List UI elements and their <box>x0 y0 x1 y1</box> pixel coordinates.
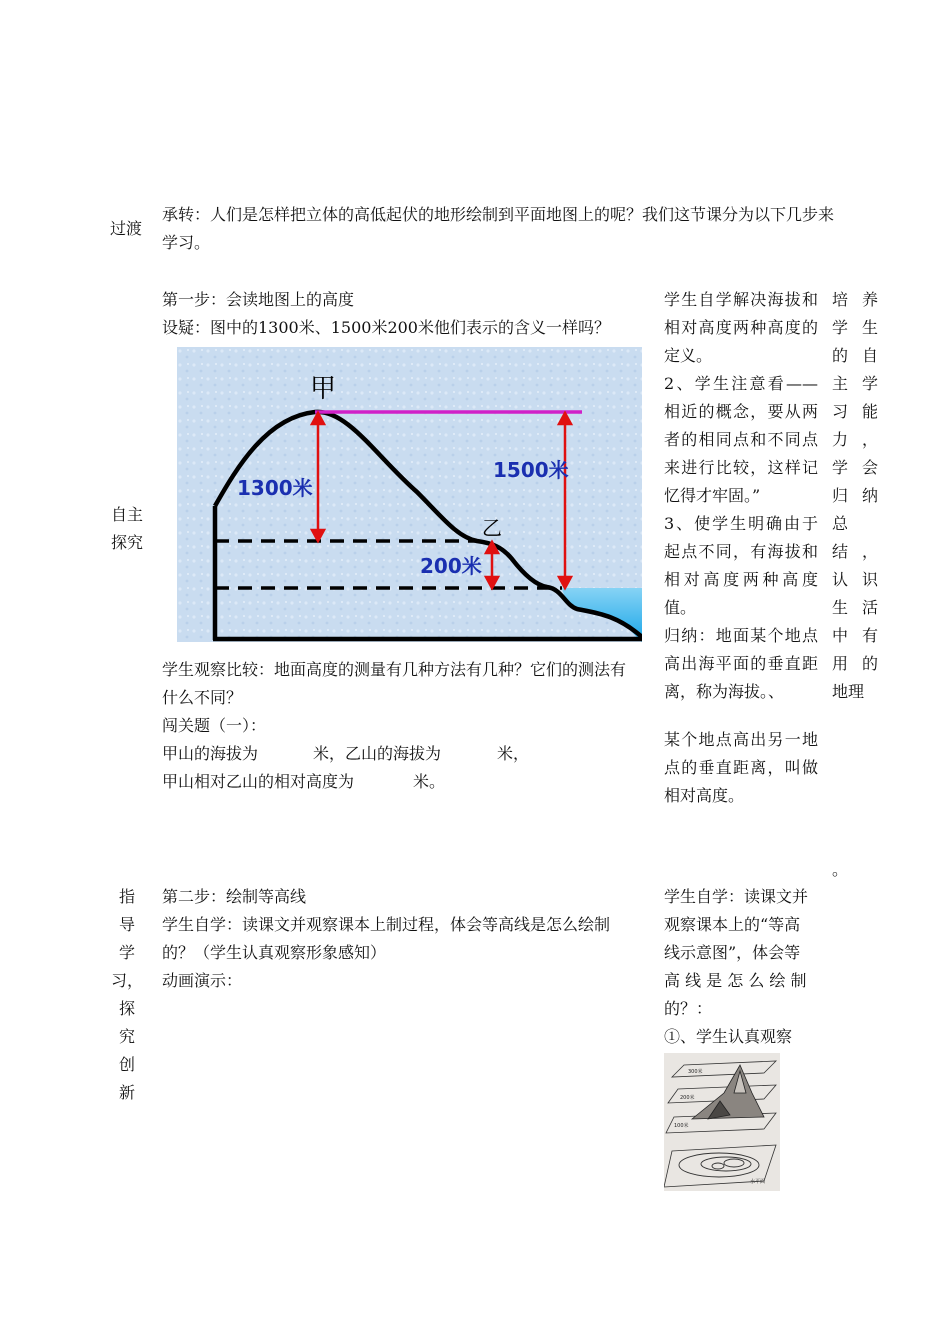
saddle-label: 乙 <box>482 516 502 540</box>
row-label-guide: 指 导 学 习， 探 究 创 新 <box>110 887 143 1102</box>
contour-image-bg <box>664 1053 780 1191</box>
step1-question: 设疑：图中的1300米、1500米200米他们表示的含义一样吗？ <box>162 318 610 337</box>
animation-label: 动画演示： <box>162 971 243 990</box>
guide-student-line4: 高 线 是 怎 么 绘 制 <box>664 971 807 990</box>
stray-period: 。 <box>832 860 849 879</box>
transition-text-line2: 学习。 <box>162 233 211 252</box>
guide-student-line3: 线示意图”，体会等 <box>664 943 801 962</box>
quiz-line1-b: 米，乙山的海拔为 <box>313 744 442 763</box>
guide-student-line6: ①、学生认真观察 <box>664 1027 793 1046</box>
row-label-explore: 自主 探究 <box>110 505 143 552</box>
step2-text-line2: 的？（学生认真观察形象感知） <box>162 943 387 962</box>
quiz-line1-a: 甲山的海拔为 <box>162 744 259 763</box>
student-activity-column <box>664 286 818 810</box>
step2-title: 第二步：绘制等高线 <box>162 887 307 906</box>
quiz-title: 闯关题（一）： <box>162 716 267 735</box>
observe-line1: 学生观察比较：地面高度的测量有几种方法有几种？它们的测法有 <box>162 660 627 679</box>
image-label-sea: 水平面 <box>750 1179 766 1185</box>
teaching-goal-column: 培养 学生 的自 主学 习能 力， 学会 归纳 总 结， 认识 生活 中有 用的 地理 <box>832 290 878 701</box>
label-1300: 1300米 <box>237 476 313 500</box>
student-activity-p2: 2、学生注意看——相近的概念，要从两者的相同点和不同点来进行比较，这样记忆得才牢固。” <box>664 374 818 505</box>
guide-student-line2: 观察课本上的“等高 <box>664 915 801 934</box>
peak-label: 甲 <box>310 374 337 404</box>
step2-text-line1: 学生自学：读课文并观察课本上制过程，体会等高线是怎么绘制 <box>162 915 611 934</box>
guide-student-line5: 的？： <box>664 999 713 1018</box>
contour-diagram-image <box>664 1053 780 1191</box>
image-label-200: 200米 <box>680 1095 695 1101</box>
row-label-transition: 过渡 <box>110 219 143 238</box>
label-200: 200米 <box>420 554 482 578</box>
image-label-100: 100米 <box>674 1123 689 1129</box>
quiz-line2-a: 甲山相对乙山的相对高度为 <box>162 772 355 791</box>
guide-student-line1: 学生自学：读课文并 <box>664 887 809 906</box>
altitude-diagram <box>177 347 642 642</box>
step1-title: 第一步：会读地图上的高度 <box>162 290 355 309</box>
student-activity-p3: 3、使学生明确由于起点不同，有海拔和相对高度两种高度值。 <box>664 514 818 617</box>
observe-line2: 什么不同？ <box>162 688 243 707</box>
student-activity-p1: 学生自学解决海拔和相对高度两种高度的定义。 <box>664 290 818 365</box>
quiz-line2-b: 米。 <box>413 772 446 791</box>
student-activity-p5: 某个地点高出另一地点的垂直距离，叫做相对高度。 <box>664 730 818 805</box>
label-1500: 1500米 <box>493 458 569 482</box>
quiz-line1-c: 米， <box>497 744 530 763</box>
image-label-300: 300米 <box>688 1069 703 1075</box>
transition-text-line1: 承转：人们是怎样把立体的高低起伏的地形绘制到平面地图上的呢？我们这节课分为以下几步来 <box>162 205 835 224</box>
student-activity-p4: 归纳：地面某个地点高出海平面的垂直距离，称为海拔。、 <box>664 626 818 701</box>
